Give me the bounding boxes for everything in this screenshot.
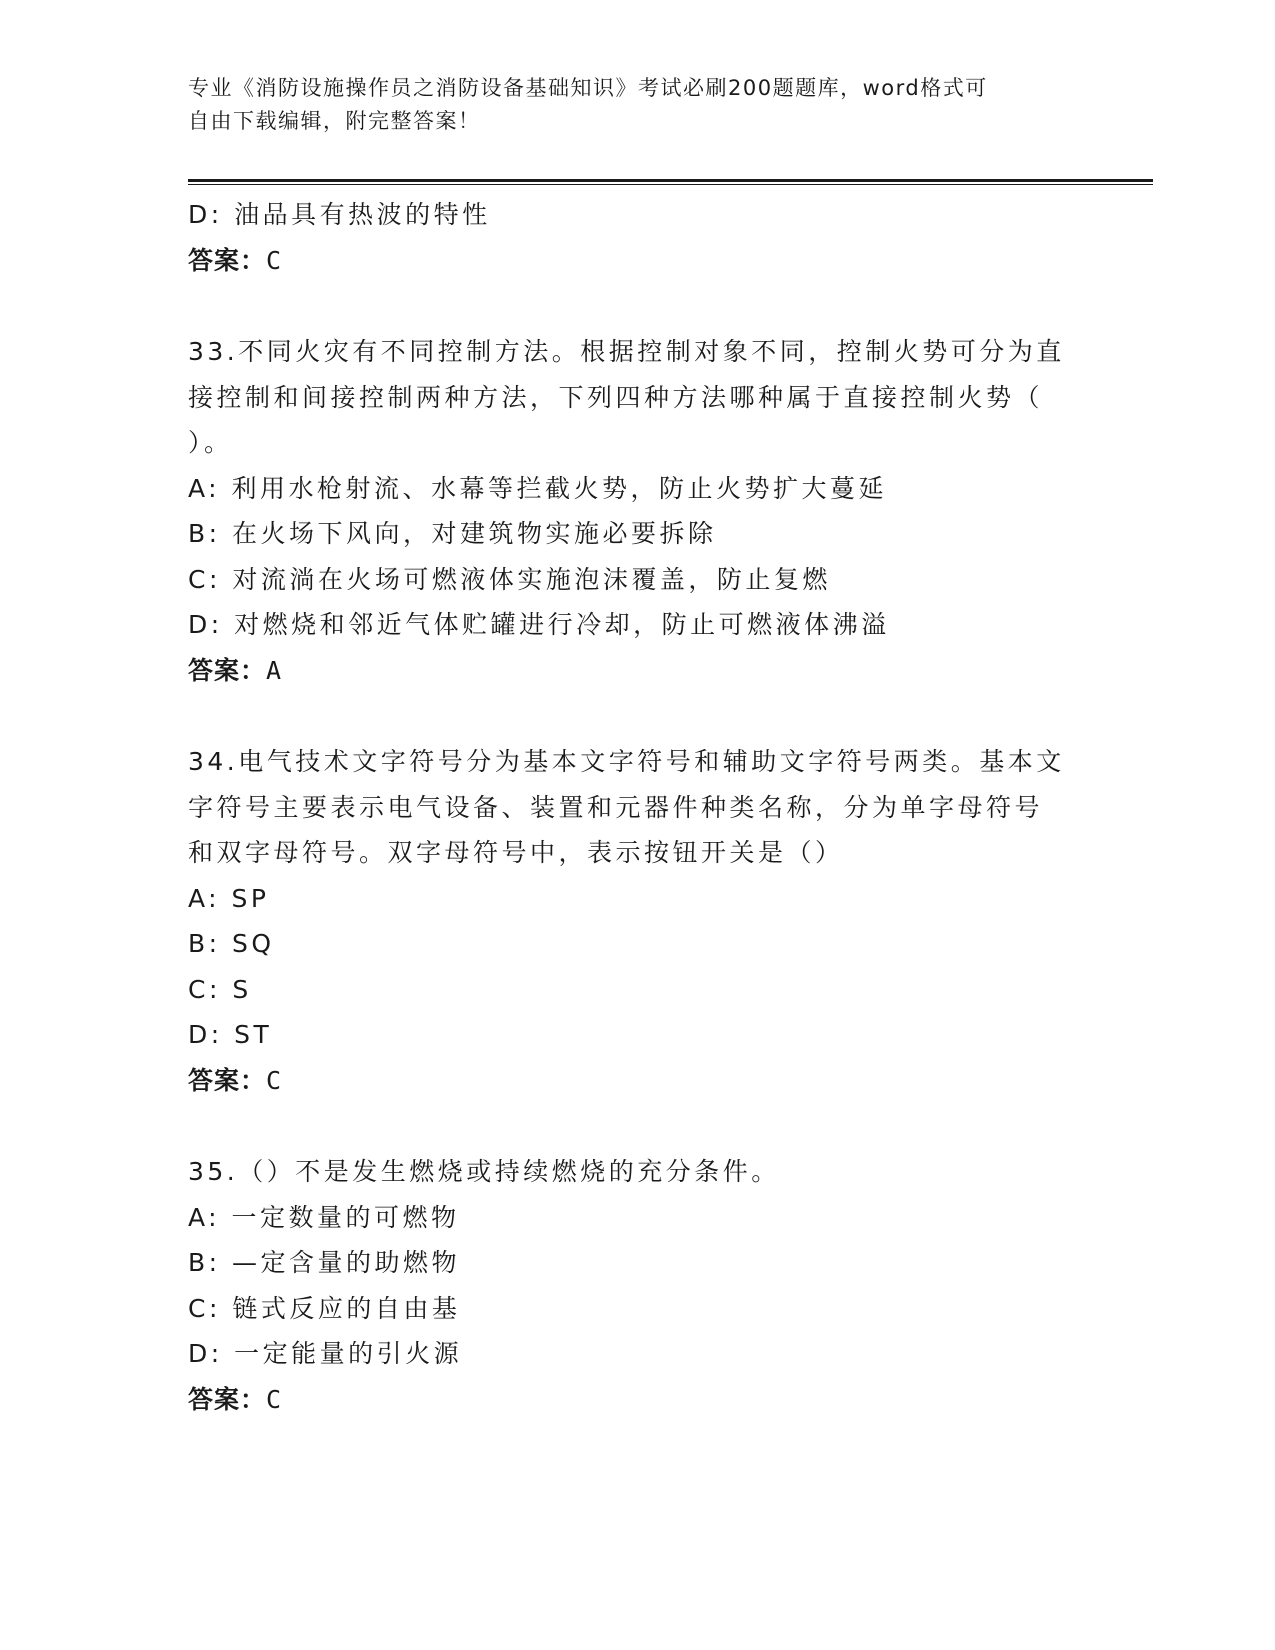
- option-a: A: SP: [188, 883, 270, 913]
- option-c: C: 链式反应的自由基: [188, 1293, 461, 1323]
- answer-value: A: [266, 655, 283, 685]
- answer-line: [188, 648, 1088, 694]
- question-stem: [188, 739, 1088, 876]
- option-c: C: S: [188, 974, 252, 1004]
- answer-label: 答案：: [188, 1384, 267, 1414]
- stem-line: 33.不同火灾有不同控制方法。根据控制对象不同，控制火势可分为直: [188, 337, 1065, 366]
- option-d: D: 对燃烧和邻近气体贮罐进行冷却，防止可燃液体沸溢: [188, 610, 890, 639]
- document-header: [188, 72, 1068, 138]
- question-34: [188, 739, 1088, 1103]
- option-a: A: 利用水枪射流、水幕等拦截火势，防止火势扩大蔓延: [188, 473, 888, 503]
- question-33: [188, 329, 1088, 693]
- answer-label: 答案：: [188, 1065, 267, 1095]
- stem-line: 接控制和间接控制两种方法，下列四种方法哪种属于直接控制火势（: [188, 382, 1044, 412]
- answer-label: 答案：: [188, 245, 267, 275]
- answer-value: C: [266, 1384, 283, 1414]
- question-35: [188, 1149, 1088, 1422]
- answer-value: C: [266, 245, 283, 275]
- stem-line: 34.电气技术文字符号分为基本文字符号和辅助文字符号两类。基本文: [188, 747, 1065, 776]
- header-line-2: 自由下载编辑，附完整答案！: [188, 109, 481, 133]
- question-stem: [188, 1149, 1088, 1195]
- stem-line: ）。: [188, 428, 233, 457]
- stem-line: 和双字母符号。双字母符号中，表示按钮开关是（）: [188, 838, 844, 867]
- stem-line: 字符号主要表示电气设备、装置和元器件种类名称，分为单字母符号: [188, 792, 1044, 822]
- question-list: [188, 192, 1088, 1422]
- previous-question-tail: [188, 192, 1088, 283]
- option-b: B: 在火场下风向，对建筑物实施必要拆除: [188, 519, 717, 548]
- header-divider-thick: [188, 179, 1153, 182]
- header-divider-thin: [188, 184, 1153, 185]
- option-d: D: ST: [188, 1020, 273, 1049]
- header-line-1: 专业《消防设施操作员之消防设备基础知识》考试必刷200题题库，word格式可: [188, 76, 988, 100]
- answer-line: [188, 238, 1088, 284]
- answer-line: [188, 1058, 1088, 1104]
- answer-value: C: [266, 1065, 283, 1095]
- option-b: B: SQ: [188, 929, 275, 958]
- answer-line: [188, 1377, 1088, 1423]
- option-b: B: —定含量的助燃物: [188, 1248, 461, 1277]
- option-d: D: 油品具有热波的特性: [188, 200, 491, 229]
- option-a: A: 一定数量的可燃物: [188, 1202, 460, 1232]
- stem-line: 35.（）不是发生燃烧或持续燃烧的充分条件。: [188, 1157, 780, 1186]
- option-c: C: 对流淌在火场可燃液体实施泡沫覆盖，防止复燃: [188, 564, 831, 594]
- option-d: D: 一定能量的引火源: [188, 1339, 463, 1368]
- question-stem: [188, 329, 1088, 466]
- answer-label: 答案：: [188, 655, 267, 685]
